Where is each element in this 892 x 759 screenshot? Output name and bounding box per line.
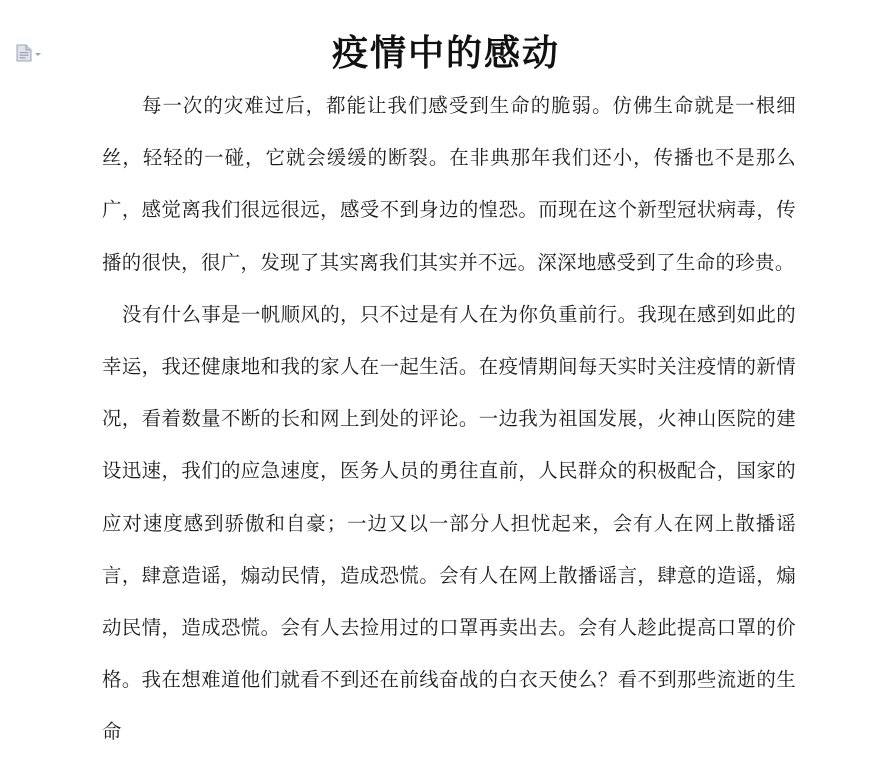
paragraph: 每一次的灾难过后，都能让我们感受到生命的脆弱。仿佛生命就是一根细丝，轻轻的一碰，它就会缓缓的断裂。在非典那年我们还小，传播也不是那么广，感觉离我们很远很远，感受不到身边的惶恐。而现在这个新型冠状病毒，传播的很快，很广，发现了其实离我们其实并不远。深深地感受到了生命的珍贵。	[102, 94, 796, 274]
document-title: 疫情中的感动	[331, 33, 560, 74]
document-body	[102, 80, 796, 759]
paragraph: 没有什么事是一帆顺风的，只不过是有人在为你负重前行。我现在感到如此的幸运，我还健康地和我的家人在一起生活。在疫情期间每天实时关注疫情的新情况，看着数量不断的长和网上到处的评论。一边我为祖国发展，火神山医院的建设迅速，我们的应急速度，医务人员的勇往直前，人民群众的积极配合，国家的应对速度感到骄傲和自豪；一边又以一部分人担忧起来，会有人在网上散播谣言，肆意造谣，煽动民情，造成恐慌。会有人在网上散播谣言，肆意的造谣，煽动民情，造成恐慌。会有人去捡用过的口罩再卖出去。会有人趁此提高口罩的价格。我在想难道他们就看不到还在前线奋战的白衣天使么？看不到那些流逝的生命	[102, 302, 796, 744]
